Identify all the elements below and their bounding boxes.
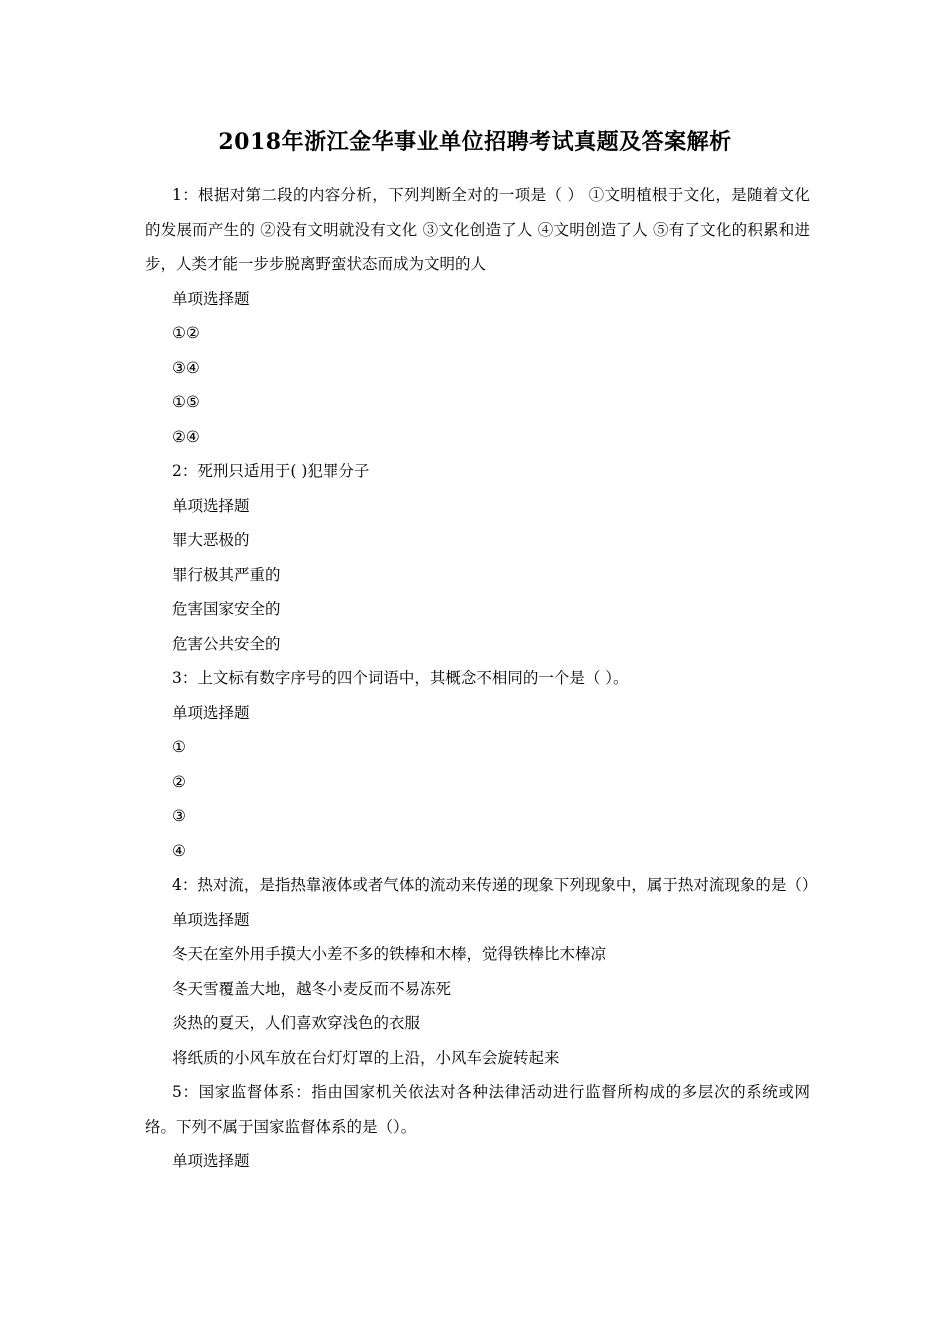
document-title: 2018年浙江金华事业单位招聘考试真题及答案解析 xyxy=(218,129,732,155)
option: 危害公共安全的 xyxy=(172,634,281,653)
question-3 xyxy=(145,661,810,868)
question-type: 单项选择题 xyxy=(172,289,250,308)
question-2 xyxy=(145,454,810,661)
question-stem: 4：热对流，是指热靠液体或者气体的流动来传递的现象下列现象中，属于热对流现象的是（） xyxy=(172,876,818,894)
question-stem: 3：上文标有数字序号的四个词语中，其概念不相同的一个是（ ）。 xyxy=(172,669,629,687)
option: 炎热的夏天，人们喜欢穿浅色的衣服 xyxy=(172,1014,421,1032)
option: ①② xyxy=(172,324,200,342)
question-1 xyxy=(145,178,810,454)
question-5 xyxy=(145,1075,810,1179)
option: 危害国家安全的 xyxy=(172,600,281,618)
question-type: 单项选择题 xyxy=(172,496,250,515)
question-stem: 1：根据对第二段的内容分析，下列判断全对的一项是（ ） ①文明植根于文化，是随着文化的发展而产生的 ②没有文明就没有文化 ③文化创造了人 ④文明创造了人 ⑤有了文化的积累和进步，人类才能一步步脱离野蛮状态而成为文明的人 xyxy=(145,186,810,273)
option: ① xyxy=(172,738,186,756)
option: 罪大恶极的 xyxy=(172,531,250,549)
option: ② xyxy=(172,772,186,791)
option: ③④ xyxy=(172,358,200,377)
option: 冬天在室外用手摸大小差不多的铁棒和木棒，觉得铁棒比木棒凉 xyxy=(172,945,607,963)
option: 将纸质的小风车放在台灯灯罩的上沿，小风车会旋转起来 xyxy=(172,1048,560,1067)
question-list xyxy=(145,178,818,1179)
option: ③ xyxy=(172,807,186,825)
question-type: 单项选择题 xyxy=(172,1152,250,1170)
question-4 xyxy=(145,868,818,1075)
question-stem: 5：国家监督体系：指由国家机关依法对各种法律活动进行监督所构成的多层次的系统或网络。下列不属于国家监督体系的是（）。 xyxy=(145,1083,810,1136)
option: ②④ xyxy=(172,427,200,446)
question-type: 单项选择题 xyxy=(172,910,250,929)
option: ①⑤ xyxy=(172,393,200,411)
option: ④ xyxy=(172,841,186,860)
option: 冬天雪覆盖大地，越冬小麦反而不易冻死 xyxy=(172,979,452,998)
question-stem: 2：死刑只适用于( )犯罪分子 xyxy=(172,462,370,480)
question-type: 单项选择题 xyxy=(172,703,250,722)
option: 罪行极其严重的 xyxy=(172,565,281,584)
